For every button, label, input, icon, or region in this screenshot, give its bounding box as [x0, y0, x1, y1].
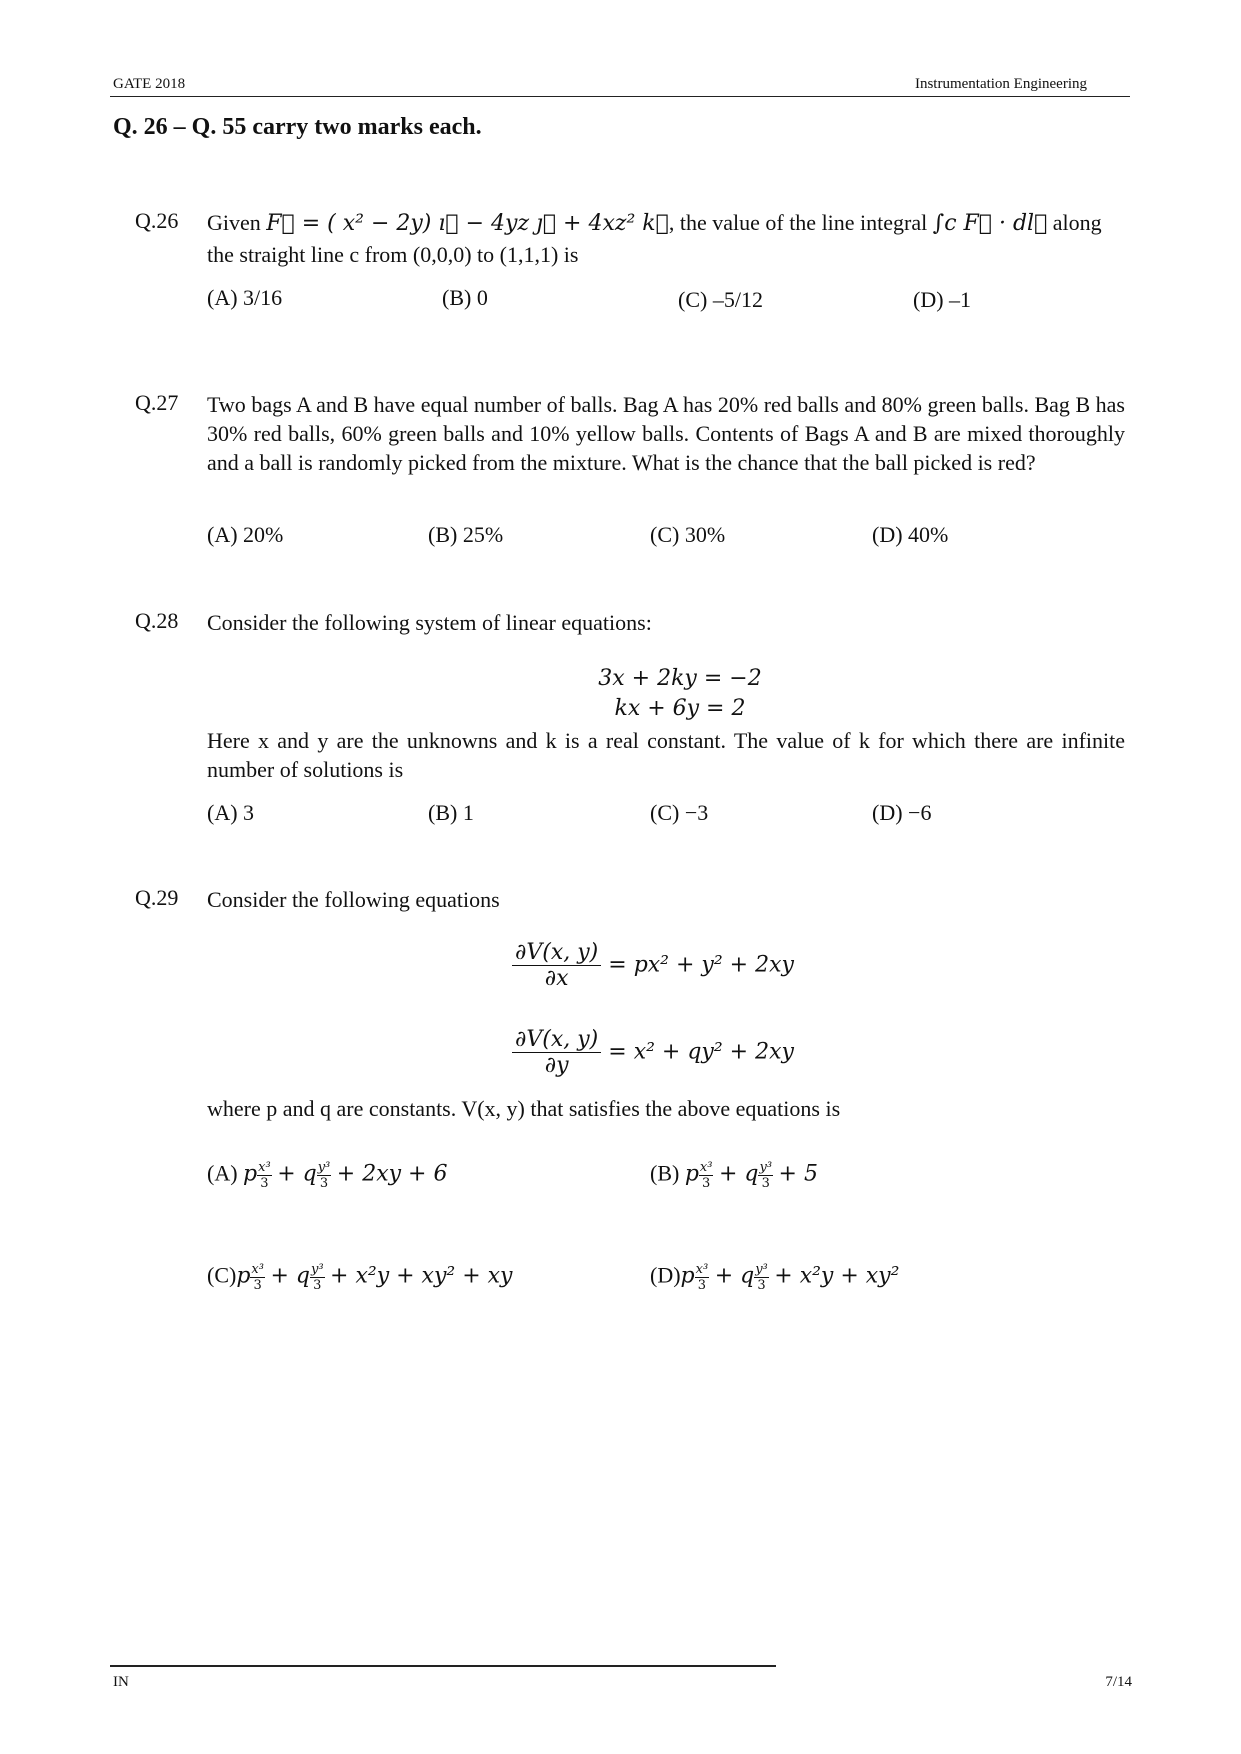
q26-suffix: , the value of the line integral: [668, 210, 928, 235]
header-exam: GATE 2018: [113, 76, 186, 92]
q29-option-b-q: + q: [718, 1161, 759, 1187]
q29-option-a-x-fraction: [257, 1160, 272, 1191]
q29-option-b-x3: x³: [699, 1160, 713, 1175]
q29-eq1-rhs: = px² + y² + 2xy: [608, 952, 794, 978]
q29-option-d-x3: x³: [695, 1262, 709, 1277]
q29-option-b-tail: + 5: [778, 1161, 818, 1187]
q29-option-a-y-den: 3: [319, 1176, 329, 1191]
q29-option-d-p: p: [680, 1263, 695, 1289]
q27-option-b[interactable]: (B) 25%: [428, 522, 504, 547]
q29-eq1-denominator: ∂x: [544, 966, 569, 991]
section-title: Q. 26 – Q. 55 carry two marks each.: [113, 114, 482, 140]
q29-option-c[interactable]: [207, 1262, 512, 1293]
q29-option-d-x-den: 3: [697, 1278, 707, 1293]
q29-eq2-rhs: = x² + qy² + 2xy: [608, 1039, 794, 1065]
page-number: 7/14: [1105, 1674, 1132, 1690]
q29-option-c-p: p: [236, 1263, 251, 1289]
q27-text: Two bags A and B have equal number of balls. Bag A has 20% red balls and 80% green balls. Bag B has 30% red balls, 60% green balls and 10% yellow balls. Contents of Bags A and B are mixed thoroughly and a ball is randomly picked from the mixture. What is the chance that the ball picked is red?: [207, 392, 1125, 475]
q28-equation-2: kx + 6y = 2: [614, 696, 746, 721]
q29-option-b-p: p: [684, 1161, 699, 1187]
q29-option-a-y-fraction: [317, 1160, 332, 1191]
q26-option-b[interactable]: (B) 0: [442, 285, 488, 310]
q29-eq2-fraction: [512, 1027, 601, 1078]
q26-formula: F⃗ = ( x² − 2y) ı⃗ − 4yz ȷ⃗ + 4xz² k⃗: [266, 211, 669, 236]
q29-option-d-y3: y³: [755, 1262, 768, 1277]
q29-option-c-y3: y³: [310, 1262, 324, 1277]
q27-number: Q.27: [135, 390, 179, 415]
q28-option-c[interactable]: (C) −3: [650, 800, 709, 825]
q29-option-a-q: + q: [277, 1161, 317, 1187]
q26-option-d[interactable]: (D) –1: [913, 287, 972, 312]
q29-option-c-x-fraction: [250, 1262, 265, 1293]
footer-paper-code: IN: [113, 1674, 129, 1690]
footer-rule: [110, 1665, 776, 1667]
q29-eq2-numerator: ∂V(x, y): [512, 1027, 601, 1053]
q29-option-a-label: (A): [207, 1160, 238, 1186]
q28-equation-1: 3x + 2ky = −2: [598, 666, 762, 691]
q29-option-d-x-fraction: [695, 1262, 710, 1293]
q26-prefix: Given: [207, 210, 261, 235]
q29-option-c-y-den: 3: [313, 1278, 322, 1293]
q28-option-a[interactable]: (A) 3: [207, 800, 255, 825]
q29-option-b-x-den: 3: [702, 1176, 711, 1191]
q26-integral: ∫c F⃗ · dl⃗: [932, 211, 1048, 236]
q29-option-c-tail: + x²y + xy² + xy: [330, 1263, 513, 1289]
q28-intro: Consider the following system of linear equations:: [207, 610, 652, 635]
q26-line1: [207, 208, 1107, 238]
q26-option-c[interactable]: (C) –5/12: [678, 287, 763, 312]
q29-option-a-p: p: [243, 1161, 258, 1187]
q26-number: Q.26: [135, 208, 179, 233]
q29-option-b[interactable]: [650, 1160, 818, 1191]
header-rule: [110, 96, 1130, 97]
q29-text: where p and q are constants. V(x, y) that satisfies the above equations is: [207, 1096, 841, 1121]
q29-option-d-q: + q: [714, 1263, 755, 1289]
q29-option-c-y-fraction: [310, 1262, 325, 1293]
q26-option-a[interactable]: (A) 3/16: [207, 285, 283, 310]
q29-option-d-y-den: 3: [757, 1278, 766, 1293]
q28-text: Here x and y are the unknowns and k is a real constant. The value of k for which there are infinite number of solutions is: [207, 728, 1125, 782]
q29-option-a[interactable]: [207, 1160, 447, 1191]
q29-option-d-label: (D): [650, 1262, 681, 1288]
q29-equation-1: [512, 940, 794, 991]
q29-option-a-y3: y³: [317, 1160, 331, 1175]
q26-line2: the straight line c from (0,0,0) to (1,1,1) is: [207, 242, 579, 267]
q29-option-b-y3: y³: [759, 1160, 773, 1175]
q29-option-d[interactable]: [650, 1262, 899, 1293]
q28-option-d[interactable]: (D) −6: [872, 800, 932, 825]
q27-option-a[interactable]: (A) 20%: [207, 522, 284, 547]
q29-option-a-x-den: 3: [260, 1176, 269, 1191]
q29-number: Q.29: [135, 885, 179, 910]
q29-option-b-y-fraction: [758, 1160, 773, 1191]
q29-eq1-fraction: [512, 940, 601, 991]
q28-option-b[interactable]: (B) 1: [428, 800, 474, 825]
q29-equation-2: [512, 1027, 794, 1078]
q29-option-c-label: (C): [207, 1262, 237, 1288]
q29-option-c-x3: x³: [251, 1262, 264, 1277]
q29-eq1-numerator: ∂V(x, y): [512, 940, 601, 966]
q29-intro: Consider the following equations: [207, 887, 500, 912]
q26-along: along: [1052, 210, 1102, 235]
q28-number: Q.28: [135, 608, 179, 633]
q29-option-a-x3: x³: [258, 1160, 271, 1175]
q27-option-d[interactable]: (D) 40%: [872, 522, 949, 547]
q29-option-c-q: + q: [270, 1263, 310, 1289]
q29-option-b-label: (B): [650, 1160, 680, 1186]
q29-option-b-y-den: 3: [761, 1176, 770, 1191]
q29-option-b-x-fraction: [699, 1160, 714, 1191]
q29-option-d-y-fraction: [754, 1262, 769, 1293]
q29-eq2-denominator: ∂y: [544, 1053, 569, 1078]
header-subject: Instrumentation Engineering: [914, 76, 1087, 92]
q27-option-c[interactable]: (C) 30%: [650, 522, 726, 547]
q29-option-d-tail: + x²y + xy²: [774, 1263, 900, 1289]
q29-option-c-x-den: 3: [253, 1278, 262, 1293]
q29-option-a-tail: + 2xy + 6: [336, 1161, 448, 1187]
